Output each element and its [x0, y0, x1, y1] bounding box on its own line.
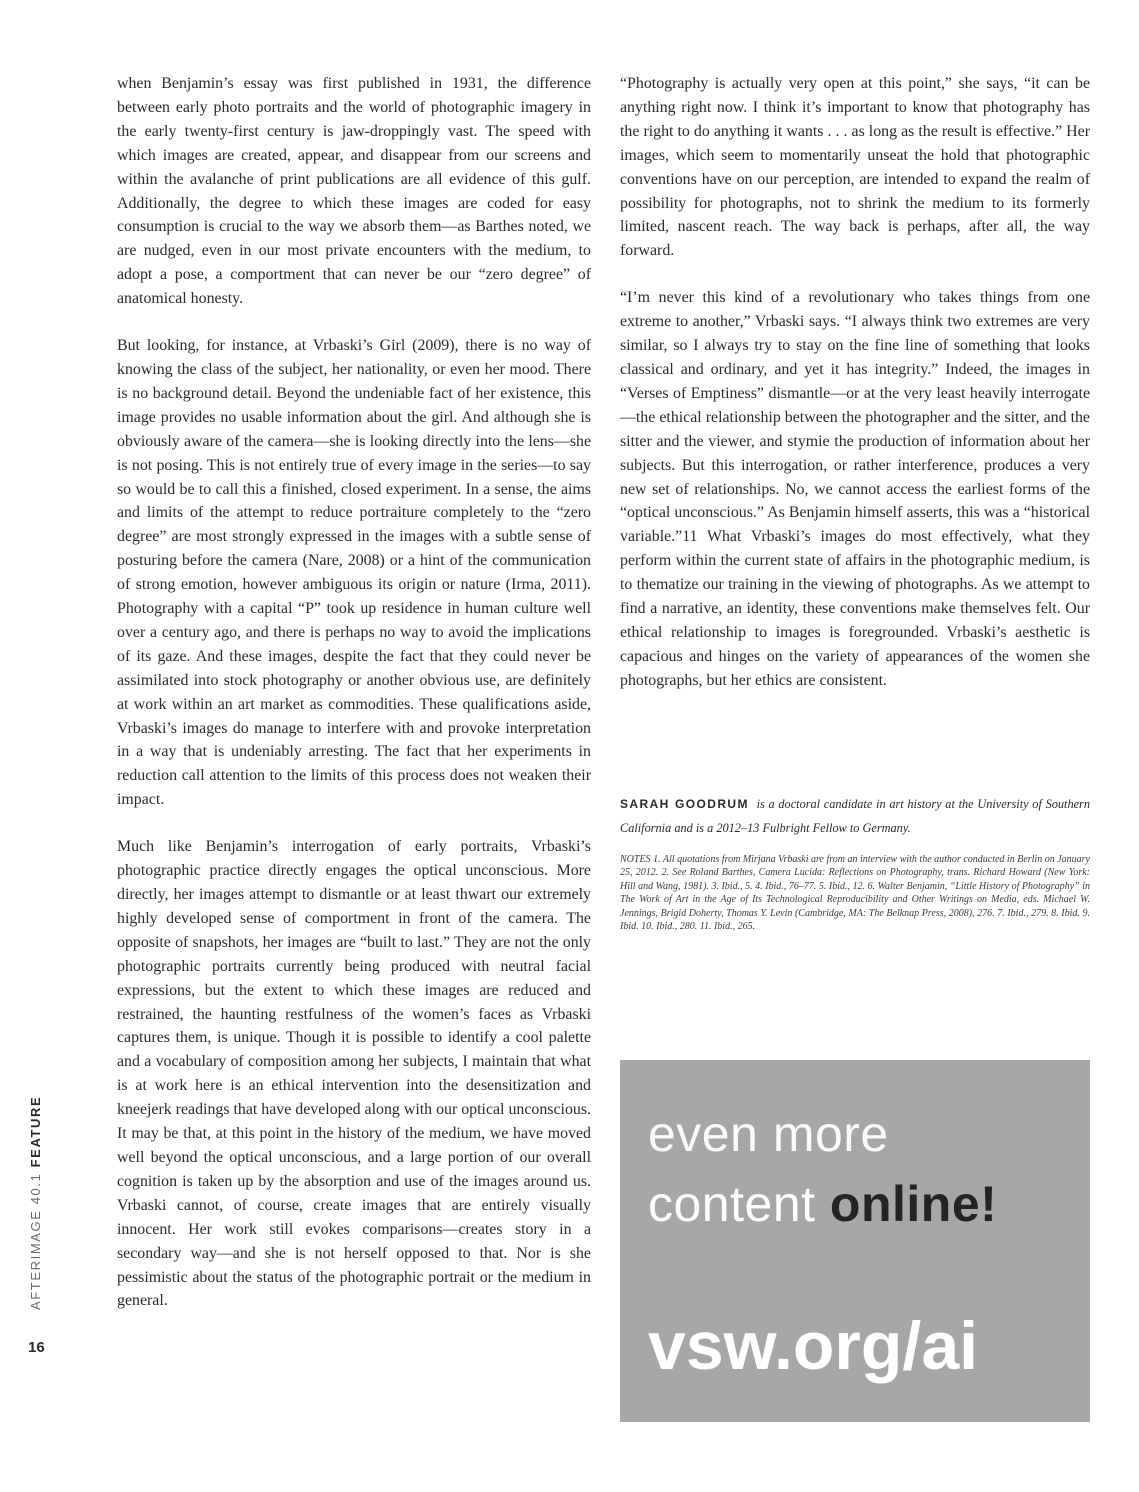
ad-headline-light: content — [648, 1176, 816, 1232]
endnotes: NOTES 1. All quotations from Mirjana Vrbaski are from an interview with the author conducted in Berlin on January 25, 2012. 2. See Roland Barthes, Camera Lucida: Reflections on Photography, trans. Richard Howard (New York: Hill and Wang, 1981). 3. Ibid., 5. 4. Ibid., 76–77. 5. Ibid., 12. 6. Walter Benjamin, “Little History of Photography” in The Work of Art in the Age of Its Technological Reproducibility and Other Writings on Media, eds. Michael W. Jennings, Brigid Doherty, Thomas Y. Levin (Cambridge, MA: The Belknap Press, 2008), 276. 7. Ibid., 279. 8. Ibid. 9. Ibid. 10. Ibid., 280. 11. Ibid., 265. — [620, 854, 1090, 933]
author-bio — [620, 792, 1090, 840]
paragraph: when Benjamin’s essay was first published in 1931, the difference between early photo portraits and the world of photographic imagery in the early twenty-first century is jaw-droppingly vast. The speed with which images are created, appear, and disappear from our screens and within the avalanche of print publications are all evidence of this gulf. Additionally, the degree to which these images are coded for easy consumption is crucial to the way we absorb them—as Barthes noted, we are nudged, even in our most private encounters with the medium, to adopt a pose, a comportment that can never be our “zero degree” of anatomical honesty. — [117, 75, 591, 308]
ad-url-link[interactable]: vsw.org/ai — [648, 1308, 979, 1384]
paragraph: “I’m never this kind of a revolutionary who takes things from one extreme to another,” Vrbaski says. “I always think two extremes are very similar, so I always try to stay on the fine line of something that looks classical and ordinary, and yet it has integrity.” Indeed, the images in “Verses of Emptiness” dismantle—or at the very least heavily interrogate—the ethical relationship between the photographer and the sitter, and the sitter and the viewer, and stymie the production of information about her subjects. But this interrogation, or rather interference, produces a very new set of relationships. No, we cannot access the earliest forms of the “optical unconscious.” As Benjamin himself asserts, this was a “historical variable.”11 What Vrbaski’s images do most effectively, what they perform within the current state of affairs in the photographic medium, is to thematize our training in the viewing of photographs. As we attempt to find a narrative, an identity, these conventions make themselves felt. Our ethical relationship to images is foregrounded. Vrbaski’s aesthetic is capacious and hinges on the variety of appearances of the women she photographs, but her ethics are consistent. — [620, 289, 1090, 689]
magazine-issue-label: AFTERIMAGE 40.1 — [28, 1172, 43, 1310]
paragraph: “Photography is actually very open at this point,” she says, “it can be anything right now. I think it’s important to know that photography has the right to do anything it wants . . . as long as the result is effective.” Her images, which seem to momentarily unseat the hold that photographic conventions have on our perception, are intended to expand the realm of possibility for photographs, not to shrink the medium to its formerly limited, nascent reach. The way back is perhaps, after all, the way forward. — [620, 75, 1090, 260]
author-name: SARAH GOODRUM — [620, 797, 749, 811]
page-number: 16 — [28, 1339, 45, 1356]
advertisement-box[interactable] — [620, 1060, 1090, 1422]
paragraph: But looking, for instance, at Vrbaski’s Girl (2009), there is no way of knowing the class of the subject, her nationality, or even her mood. There is no background detail. Beyond the undeniable fact of her existence, this image provides no usable information about the girl. And although she is obviously aware of the camera—she is looking directly into the lens—she is not posing. This is not entirely true of every image in the series—to say so would be to call this a finished, closed experiment. In a sense, the aims and limits of the attempt to reduce portraiture completely to the “zero degree” are most strongly expressed in the images with a subtle sense of posturing before the camera (Nare, 2008) or a hint of the communication of strong emotion, however ambiguous its origin or nature (Irma, 2011). Photography with a capital “P” took up residence in human culture well over a century ago, and there is perhaps no way to avoid the implications of its gaze. And these images, despite the fact that they could never be assimilated into stock photography or another obvious use, are definitely at work within an art market as commodities. These qualifications aside, Vrbaski’s images do manage to interfere with and provoke interpretation in a way that is undeniably arresting. The fact that her experiments in reduction call attention to the limits of this process does not weaken their impact. — [117, 337, 591, 809]
paragraph: Much like Benjamin’s interrogation of early portraits, Vrbaski’s photographic practice directly engages the optical unconscious. More directly, her images attempt to dismantle or at least thwart our extremely highly developed sense of comportment in front of the camera. The opposite of snapshots, her images are “built to last.” They are not the only photographic portraits currently being produced with neutral facial expressions, but the extent to which these images are reduced and restrained, the haunting restfulness of the women’s faces as Vrbaski captures them, is unique. Though it is possible to identify a cool palette and a vocabulary of composition among her subjects, I maintain that what is at work here is an ethical intervention into the desensitization and kneejerk readings that have developed along with our optical unconscious. It may be that, at this point in the history of the medium, we have moved well beyond the optical unconscious, and a large portion of our overall cognition is taken up by the absorption and use of the images around us. Vrbaski cannot, of course, create images that are entirely visually innocent. Her work still evokes comparisons—creates story in a secondary way—and she is not herself opposed to that. Nor is she pessimistic about the status of the photographic portrait or the medium in general. — [117, 838, 591, 1310]
ad-headline-line2 — [648, 1176, 997, 1232]
left-text-column — [117, 72, 591, 1336]
ad-headline-line1: even more — [648, 1106, 889, 1162]
right-text-column — [620, 72, 1090, 716]
ad-headline-bold: online! — [829, 1176, 998, 1232]
side-running-header — [28, 1096, 43, 1310]
section-label: FEATURE — [28, 1095, 43, 1168]
author-bio-text: is a doctoral candidate in art history at the University of Southern California and is a 2012–13 Fulbright Fellow to Germany. — [620, 797, 1090, 835]
